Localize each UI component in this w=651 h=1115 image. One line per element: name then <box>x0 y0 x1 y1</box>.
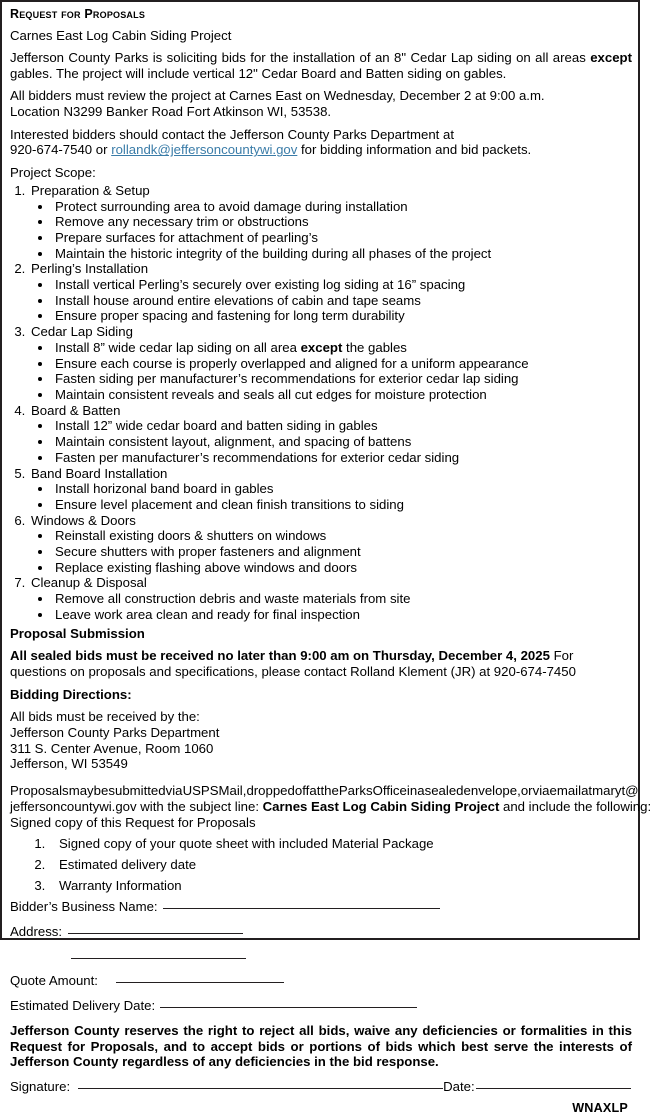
scope-bullet: • Fasten per manufacturer’s recommendations for exterior cedar siding <box>53 450 632 466</box>
required-item: 3. Warranty Information <box>49 878 632 894</box>
business-name-input[interactable] <box>163 908 440 909</box>
contact-suffix: for bidding information and bid packets. <box>297 142 532 158</box>
scope-item <box>29 261 632 324</box>
required-item: 2. Estimated delivery date <box>49 857 632 873</box>
scope-bullet: • Prepare surfaces for attachment of pearling’s <box>53 230 632 246</box>
proposal-submission-heading: Proposal Submission <box>10 625 145 641</box>
bullet-emphasis: except <box>300 339 343 355</box>
deadline-rest: For questions on proposals and specifications, please contact Rolland Klement (JR) at 920-674-7450 <box>10 648 576 679</box>
review-line-2: Location N3299 Banker Road Fort Atkinson WI, 53538. <box>10 104 332 120</box>
review-paragraph <box>10 88 632 119</box>
scope-heading: Band Board Installation <box>31 465 168 481</box>
field-label: Address: <box>10 924 63 940</box>
submission-prefix: jeffersoncountywi.gov with the subject line: <box>10 798 263 814</box>
contact-email-link[interactable]: rollandk@jeffersoncountywi.gov <box>111 142 298 158</box>
date-label: Date: <box>443 1079 475 1094</box>
scope-bullet: • Install 8” wide cedar lap siding on all area except the gables <box>53 340 632 356</box>
required-item: 1. Signed copy of your quote sheet with included Material Package <box>49 836 632 852</box>
intro-emphasis: except <box>590 49 632 65</box>
scope-bullet: • Install vertical Perling’s securely over existing log siding at 16” spacing <box>53 277 632 293</box>
scope-bullet: • Replace existing flashing above windows and doors <box>53 560 632 576</box>
address-line: 311 S. Center Avenue, Room 1060 <box>10 740 214 756</box>
field-business-name <box>10 899 632 915</box>
scope-bullet: • Install horizonal band board in gables <box>53 481 632 497</box>
scope-item <box>29 183 632 262</box>
signature-label: Signature: <box>10 1079 71 1094</box>
scope-sublist <box>31 418 632 465</box>
date-input[interactable] <box>476 1088 631 1089</box>
scope-item <box>29 513 632 576</box>
scope-bullet: • Maintain consistent reveals and seals all cut edges for moisture protection <box>53 387 632 403</box>
scope-sublist <box>31 528 632 575</box>
address-line-2-input[interactable] <box>71 958 246 959</box>
deadline-bold: All sealed bids must be received no later than 9:00 am on Thursday, December 4, 2025 <box>10 648 550 664</box>
address-intro: All bids must be received by the: <box>10 709 200 725</box>
submission-method-paragraph <box>10 783 651 830</box>
contact-line-1: Interested bidders should contact the Jefferson County Parks Department at <box>10 126 454 142</box>
field-address-2 <box>10 949 632 965</box>
scope-item <box>29 324 632 403</box>
intro-part2: gables. The project will include vertical 12" Cedar Board and Batten siding on gables. <box>10 65 507 81</box>
scope-bullet: • Ensure level placement and clean finish transitions to siding <box>53 497 632 513</box>
field-label: Quote Amount: <box>10 973 98 989</box>
project-subtitle: Carnes East Log Cabin Siding Project <box>10 27 232 43</box>
bidding-directions-heading: Bidding Directions: <box>10 686 132 702</box>
address-line: Jefferson, WI 53549 <box>10 756 128 772</box>
scope-sublist <box>31 591 632 622</box>
scope-bullet: • Leave work area clean and ready for final inspection <box>53 607 632 623</box>
scope-bullet: • Install 12” wide cedar board and batten siding in gables <box>53 418 632 434</box>
scope-bullet: • Reinstall existing doors & shutters on windows <box>53 528 632 544</box>
scope-bullet: • Remove any necessary trim or obstructions <box>53 214 632 230</box>
scope-bullet: • Secure shutters with proper fasteners and alignment <box>53 544 632 560</box>
scope-bullet: • Ensure each course is properly overlapped and aligned for a uniform appearance <box>53 356 632 372</box>
scope-sublist <box>31 277 632 324</box>
scope-bullet: • Protect surrounding area to avoid damage during installation <box>53 199 632 215</box>
intro-paragraph <box>10 50 632 81</box>
contact-paragraph <box>10 127 632 158</box>
scope-item <box>29 403 632 466</box>
intro-part1: Jefferson County Parks is soliciting bids for the installation of an 8" Cedar Lap siding on all areas <box>10 49 591 65</box>
submission-line-3: Signed copy of this Request for Proposals <box>10 814 256 830</box>
estimated-delivery-date-input[interactable] <box>160 1007 417 1008</box>
scope-bullet: • Fasten siding per manufacturer’s recommendations for exterior cedar lap siding <box>53 371 632 387</box>
scope-heading: Windows & Doors <box>31 512 136 528</box>
scope-bullet: • Maintain consistent layout, alignment, and spacing of battens <box>53 434 632 450</box>
address-line: Jefferson County Parks Department <box>10 725 220 741</box>
submission-suffix: and include the following: <box>499 798 651 814</box>
signature-row <box>10 1079 632 1095</box>
scope-item <box>29 575 632 622</box>
scope-bullet: • Remove all construction debris and waste materials from site <box>53 591 632 607</box>
scope-heading: Cedar Lap Siding <box>31 324 133 340</box>
scope-item <box>29 466 632 513</box>
project-scope-label: Project Scope: <box>10 165 96 181</box>
scope-bullet: • Ensure proper spacing and fastening for long term durability <box>53 308 632 324</box>
required-items-list <box>9 836 632 893</box>
scope-bullet: • Maintain the historic integrity of the building during all phases of the project <box>53 246 632 262</box>
submission-line-1: Proposals may be submitted via USPS Mail, dropped off at the Parks Office in a sealed envelope, or via email at maryt@ <box>10 783 639 799</box>
legal-disclaimer: Jefferson County reserves the right to reject all bids, waive any deficiencies or formalities in this Request for Proposals, and to accept bids or portions of bids which best serve the interests of Jefferson County regardless of any deficiencies in the bid response. <box>10 1022 632 1070</box>
bidding-address-block <box>10 709 632 772</box>
page-title: Request for Proposals <box>10 7 146 21</box>
submission-subject: Carnes East Log Cabin Siding Project <box>262 798 500 814</box>
scope-heading: Preparation & Setup <box>31 182 150 198</box>
field-estimated-delivery-date <box>10 998 632 1014</box>
scope-sublist <box>31 481 632 512</box>
field-label: Estimated Delivery Date: <box>10 998 156 1014</box>
review-line-1: All bidders must review the project at Carnes East on Wednesday, December 2 at 9:00 a.m. <box>10 88 545 104</box>
deadline-paragraph <box>10 648 632 679</box>
address-line-1-input[interactable] <box>68 933 243 934</box>
wnaxlp-footer-code: WNAXLP <box>572 1100 628 1115</box>
signature-input[interactable] <box>78 1088 443 1089</box>
scope-bullet: • Install house around entire elevations of cabin and tape seams <box>53 293 632 309</box>
scope-heading: Board & Batten <box>31 402 121 418</box>
field-label: Bidder’s Business Name: <box>10 899 158 915</box>
scope-sublist <box>31 340 632 403</box>
quote-amount-input[interactable] <box>116 982 284 983</box>
scope-heading: Cleanup & Disposal <box>31 575 147 591</box>
field-quote-amount <box>10 973 632 989</box>
contact-line-2 <box>10 142 632 158</box>
submission-line-2 <box>10 798 651 815</box>
project-scope-list <box>9 183 632 623</box>
scope-sublist <box>31 199 632 262</box>
field-address-1 <box>10 924 632 940</box>
scope-heading: Perling’s Installation <box>31 261 149 277</box>
contact-phone: 920-674-7540 or <box>10 142 112 158</box>
